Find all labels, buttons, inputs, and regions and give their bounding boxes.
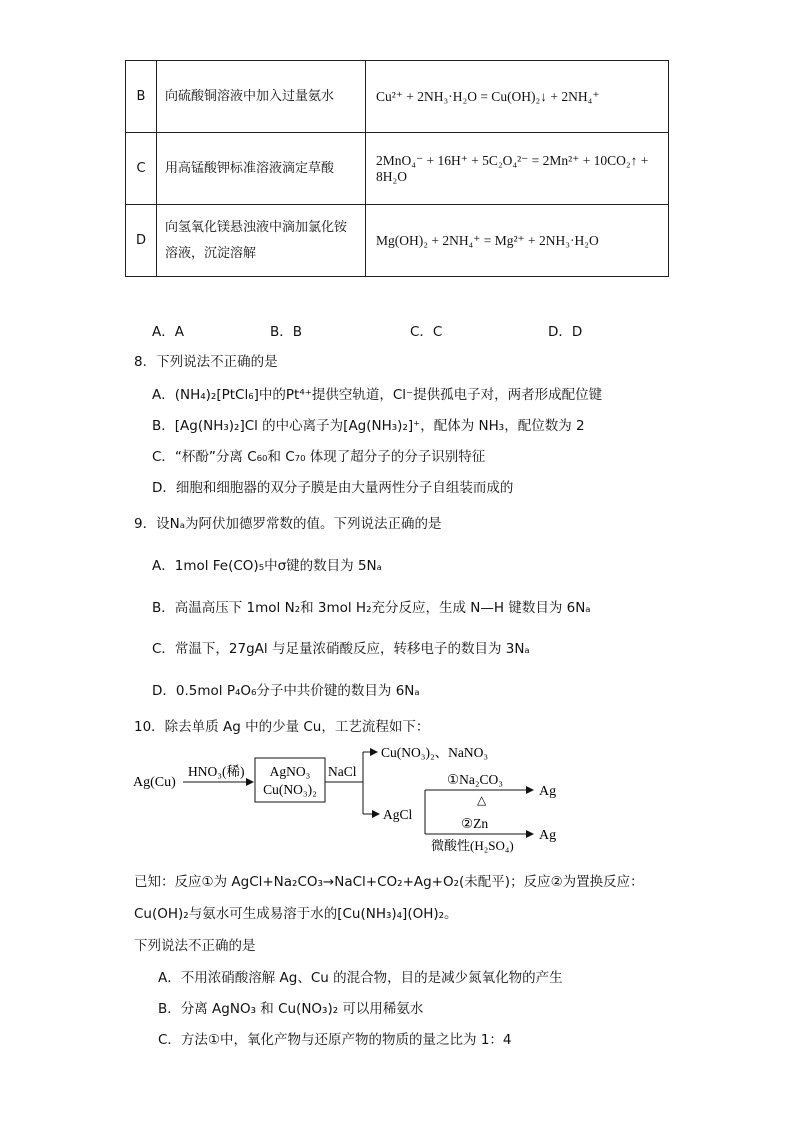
choice-d[interactable]: D．D xyxy=(548,324,583,340)
flow-route2-product: Ag xyxy=(539,828,557,843)
q10-option-c[interactable]: C．方法①中，氧化产物与还原产物的物质的量之比为 1：4 xyxy=(158,1032,512,1048)
q8-option-d[interactable]: D．细胞和细胞器的双分子膜是由大量两性分子自组装而成的 xyxy=(152,480,514,496)
choice-a[interactable]: A．A xyxy=(152,324,184,340)
flow-start: Ag(Cu) xyxy=(133,775,176,790)
q8-option-b[interactable]: B．[Ag(NH₃)₂]Cl 的中心离子为[Ag(NH₃)₂]⁺，配体为 NH₃，配位数为 2 xyxy=(152,418,585,434)
q10-option-b[interactable]: B．分离 AgNO₃ 和 Cu(NO₃)₂ 可以用稀氨水 xyxy=(158,1001,424,1017)
row-letter: B xyxy=(126,61,157,133)
flow-route2-cond: 微酸性(H₂SO₄) xyxy=(431,838,514,853)
table-row xyxy=(126,205,669,277)
row-description: 向硫酸铜溶液中加入过量氨水 xyxy=(157,61,366,133)
q9-option-d[interactable]: D．0.5mol P₄O₆分子中共价键的数目为 6Nₐ xyxy=(152,683,420,699)
q10-option-a[interactable]: A．不用浓硝酸溶解 Ag、Cu 的混合物，目的是减少氮氧化物的产生 xyxy=(158,970,563,986)
choice-b[interactable]: B．B xyxy=(270,324,303,340)
flow-route1-reagent: ①Na₂CO₃ xyxy=(447,772,504,787)
row-letter: C xyxy=(126,133,157,205)
row-description: 用高锰酸钾标准溶液滴定草酸 xyxy=(157,133,366,205)
q8-option-a[interactable]: A．(NH₄)₂[PtCl₆]中的Pt⁴⁺提供空轨道，Cl⁻提供孤电子对，两者形成配位键 xyxy=(152,387,603,403)
q10-stem: 10．除去单质 Ag 中的少量 Cu，工艺流程如下： xyxy=(134,719,430,735)
q10-known-1: 已知：反应①为 AgCl+Na₂CO₃→NaCl+CO₂+Ag+O₂(未配平)；反应②为置换反应： xyxy=(134,874,644,890)
flow-box-line2: Cu(NO₃)₂ xyxy=(263,782,317,797)
flow-route1-cond: △ xyxy=(477,793,487,807)
q10-stem-2: 下列说法不正确的是 xyxy=(134,938,256,954)
flow-route1-product: Ag xyxy=(539,784,557,799)
q9-stem: 9．设Nₐ为阿伏加德罗常数的值。下列说法正确的是 xyxy=(134,516,442,532)
q8-stem: 8．下列说法不正确的是 xyxy=(134,354,278,370)
row-equation: 2MnO₄⁻ + 16H⁺ + 5C₂O₄²⁻ = 2Mn²⁺ + 10CO₂↑ + 8H₂O xyxy=(366,133,669,205)
q9-option-c[interactable]: C．常温下，27gAl 与足量浓硝酸反应，转移电子的数目为 3Nₐ xyxy=(152,641,530,657)
flow-route2-reagent: ②Zn xyxy=(461,816,489,831)
option-table xyxy=(125,60,669,277)
flow-precip: AgCl xyxy=(383,807,413,822)
table-row xyxy=(126,61,669,133)
process-flow-diagram xyxy=(125,738,585,858)
flow-reagent-2: NaCl xyxy=(328,764,357,779)
row-letter: D xyxy=(126,205,157,277)
q10-known-2: Cu(OH)₂与氨水可生成易溶于水的[Cu(NH₃)₄](OH)₂。 xyxy=(134,906,458,922)
row-equation: Cu²⁺ + 2NH₃·H₂O = Cu(OH)₂↓ + 2NH₄⁺ xyxy=(366,61,669,133)
flow-reagent-1: HNO₃(稀) xyxy=(188,764,245,779)
flow-box-line1: AgNO₃ xyxy=(269,764,311,779)
q9-option-a[interactable]: A．1mol Fe(CO)₅中σ键的数目为 5Nₐ xyxy=(152,558,382,574)
row-equation: Mg(OH)₂ + 2NH₄⁺ = Mg²⁺ + 2NH₃·H₂O xyxy=(366,205,669,277)
table-row xyxy=(126,133,669,205)
row-description: 向氢氧化镁悬浊液中滴加氯化铵溶液，沉淀溶解 xyxy=(157,205,366,277)
q8-option-c[interactable]: C．“杯酚”分离 C₆₀和 C₇₀ 体现了超分子的分子识别特征 xyxy=(152,449,486,465)
flow-filtrate: Cu(NO₃)₂、NaNO₃ xyxy=(381,745,489,760)
choice-c[interactable]: C．C xyxy=(410,324,443,340)
q9-option-b[interactable]: B．高温高压下 1mol N₂和 3mol H₂充分反应，生成 N—H 键数目为 6Nₐ xyxy=(152,600,591,616)
